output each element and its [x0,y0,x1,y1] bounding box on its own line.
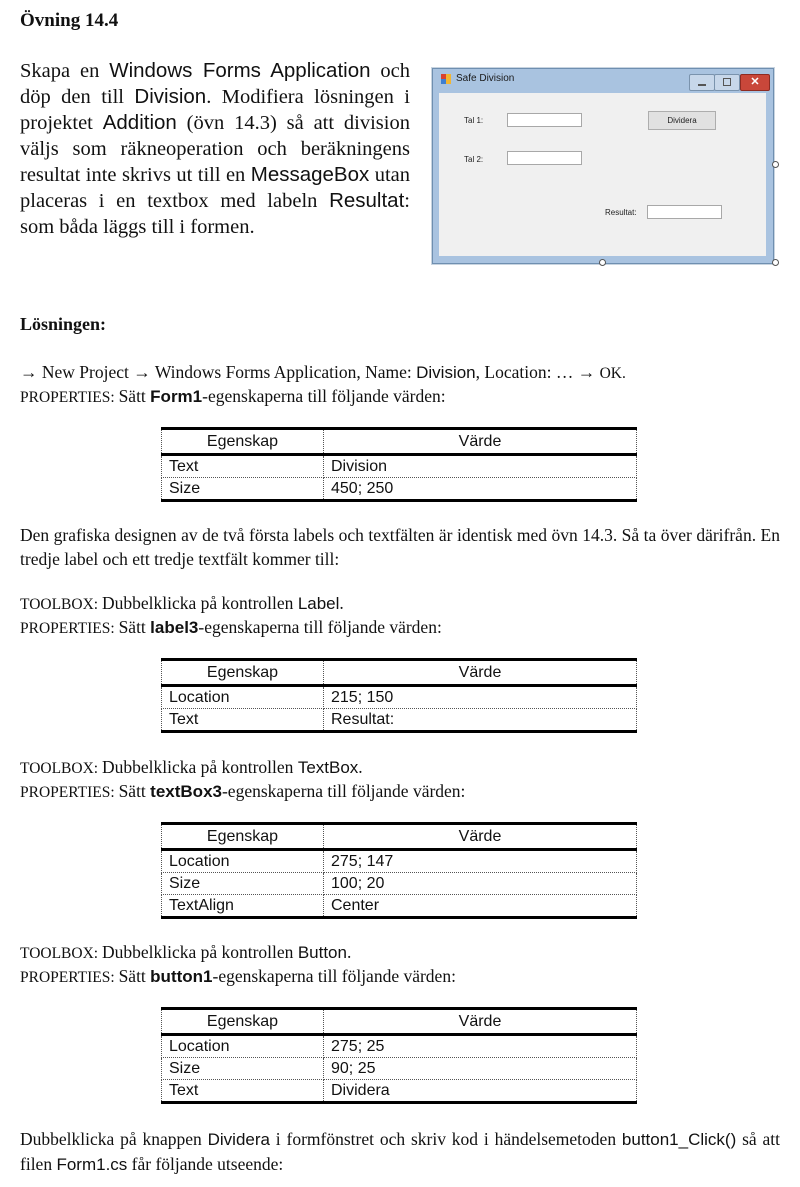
design-paragraph: Den grafiska designen av de två första labels och textfälten är identisk med övn 14.3. Så ta över därifrån. En tredje label och ett tredje textfält kommer till: [20,525,780,569]
maximize-button[interactable] [714,74,740,91]
intro-run: Skapa en [20,60,110,82]
resize-handle-right[interactable] [772,161,779,168]
intro-paragraph [20,58,410,240]
textbox-tal2[interactable] [507,151,582,165]
arrow-icon: → [20,362,38,382]
property-name: Size [162,1058,324,1080]
title-bar [433,69,773,91]
property-name: Location [162,686,324,709]
resize-handle-bottom[interactable] [599,259,606,266]
intro-run: utan placeras i en textbox med labeln [20,164,410,212]
property-name: Text [162,709,324,732]
property-value: Division [324,455,637,478]
properties-textbox3: PROPERTIES: Sätt textBox3-egenskaperna till följande värden: [20,781,466,801]
table-row [162,1058,637,1080]
toolbox-label: TOOLBOX: Dubbelklicka på kontrollen Label. [20,593,344,613]
properties-form1: PROPERTIES: Sätt Form1-egenskaperna till följande värden: [20,386,446,406]
table-row [162,873,637,895]
textbox3-properties-table [161,822,637,919]
intro-run: Addition [102,111,177,134]
textbox-resultat[interactable] [647,205,722,219]
header-egenskap: Egenskap [162,660,324,686]
header-egenskap: Egenskap [162,429,324,455]
step-new-project: → New Project → Windows Forms Application, Name: Division, Location: … → OK. [20,362,626,382]
intro-run: och döp den till [20,60,410,108]
close-button[interactable] [740,74,770,91]
table-row [162,478,637,501]
property-value: 215; 150 [324,686,637,709]
intro-run: (övn 14.3) så att division väljs som räkneoperation och beräkningens resultat inte skrivs ut till en [20,112,410,186]
label-tal2: Tal 2: [464,155,484,164]
header-varde: Värde [324,824,637,850]
resize-handle-corner[interactable] [772,259,779,266]
form1-properties-table [161,427,637,502]
header-egenskap: Egenskap [162,1009,324,1035]
header-varde: Värde [324,429,637,455]
property-value: Dividera [324,1080,637,1103]
header-varde: Värde [324,660,637,686]
table-row [162,455,637,478]
property-value: Center [324,895,637,918]
form-preview-window [432,68,774,264]
table-row [162,895,637,918]
table-row [162,1035,637,1058]
property-value: 275; 25 [324,1035,637,1058]
intro-run: : som båda läggs till i formen. [20,190,410,238]
table-header-row [162,660,637,686]
property-value: 100; 20 [324,873,637,895]
properties-button1: PROPERTIES: Sätt button1-egenskaperna till följande värden: [20,966,456,986]
property-name: Size [162,478,324,501]
property-name: Text [162,455,324,478]
label3-properties-table [161,658,637,733]
exercise-title: Övning 14.4 [20,10,119,31]
label-tal1: Tal 1: [464,116,484,125]
intro-run: Windows Forms Application [109,59,371,82]
property-value: 450; 250 [324,478,637,501]
table-header-row [162,824,637,850]
dividera-button[interactable]: Dividera [648,111,716,130]
final-paragraph: Dubbelklicka på knappen Dividera i formfönstret och skriv kod i händelsemetoden button1_Click() så att filen Form1.cs får följande utseende: [20,1129,781,1174]
header-egenskap: Egenskap [162,824,324,850]
table-row [162,709,637,732]
close-icon: ✕ [750,76,760,88]
table-header-row [162,429,637,455]
arrow-icon: → [577,362,596,382]
button1-properties-table [161,1007,637,1104]
arrow-icon: → [133,362,151,382]
property-name: Location [162,850,324,873]
minimize-button[interactable] [689,74,715,91]
intro-run: Division [134,85,207,108]
property-value: Resultat: [324,709,637,732]
property-value: 90; 25 [324,1058,637,1080]
header-varde: Värde [324,1009,637,1035]
intro-run: Resultat [329,189,405,212]
window-title: Safe Division [456,73,515,84]
table-row [162,850,637,873]
toolbox-button: TOOLBOX: Dubbelklicka på kontrollen Button. [20,942,352,962]
property-name: Size [162,873,324,895]
label-resultat: Resultat: [605,208,637,217]
property-name: Text [162,1080,324,1103]
textbox-tal1[interactable] [507,113,582,127]
property-value: 275; 147 [324,850,637,873]
intro-run: MessageBox [250,163,370,186]
table-header-row [162,1009,637,1035]
properties-label3: PROPERTIES: Sätt label3-egenskaperna till följande värden: [20,617,442,637]
property-name: TextAlign [162,895,324,918]
property-name: Location [162,1035,324,1058]
intro-run: . Modifiera lösningen i projektet [20,86,410,134]
toolbox-textbox: TOOLBOX: Dubbelklicka på kontrollen TextBox. [20,757,363,777]
table-row [162,1080,637,1103]
form-client-area [439,93,766,256]
app-icon [441,74,452,85]
table-row [162,686,637,709]
solution-heading: Lösningen: [20,314,107,334]
